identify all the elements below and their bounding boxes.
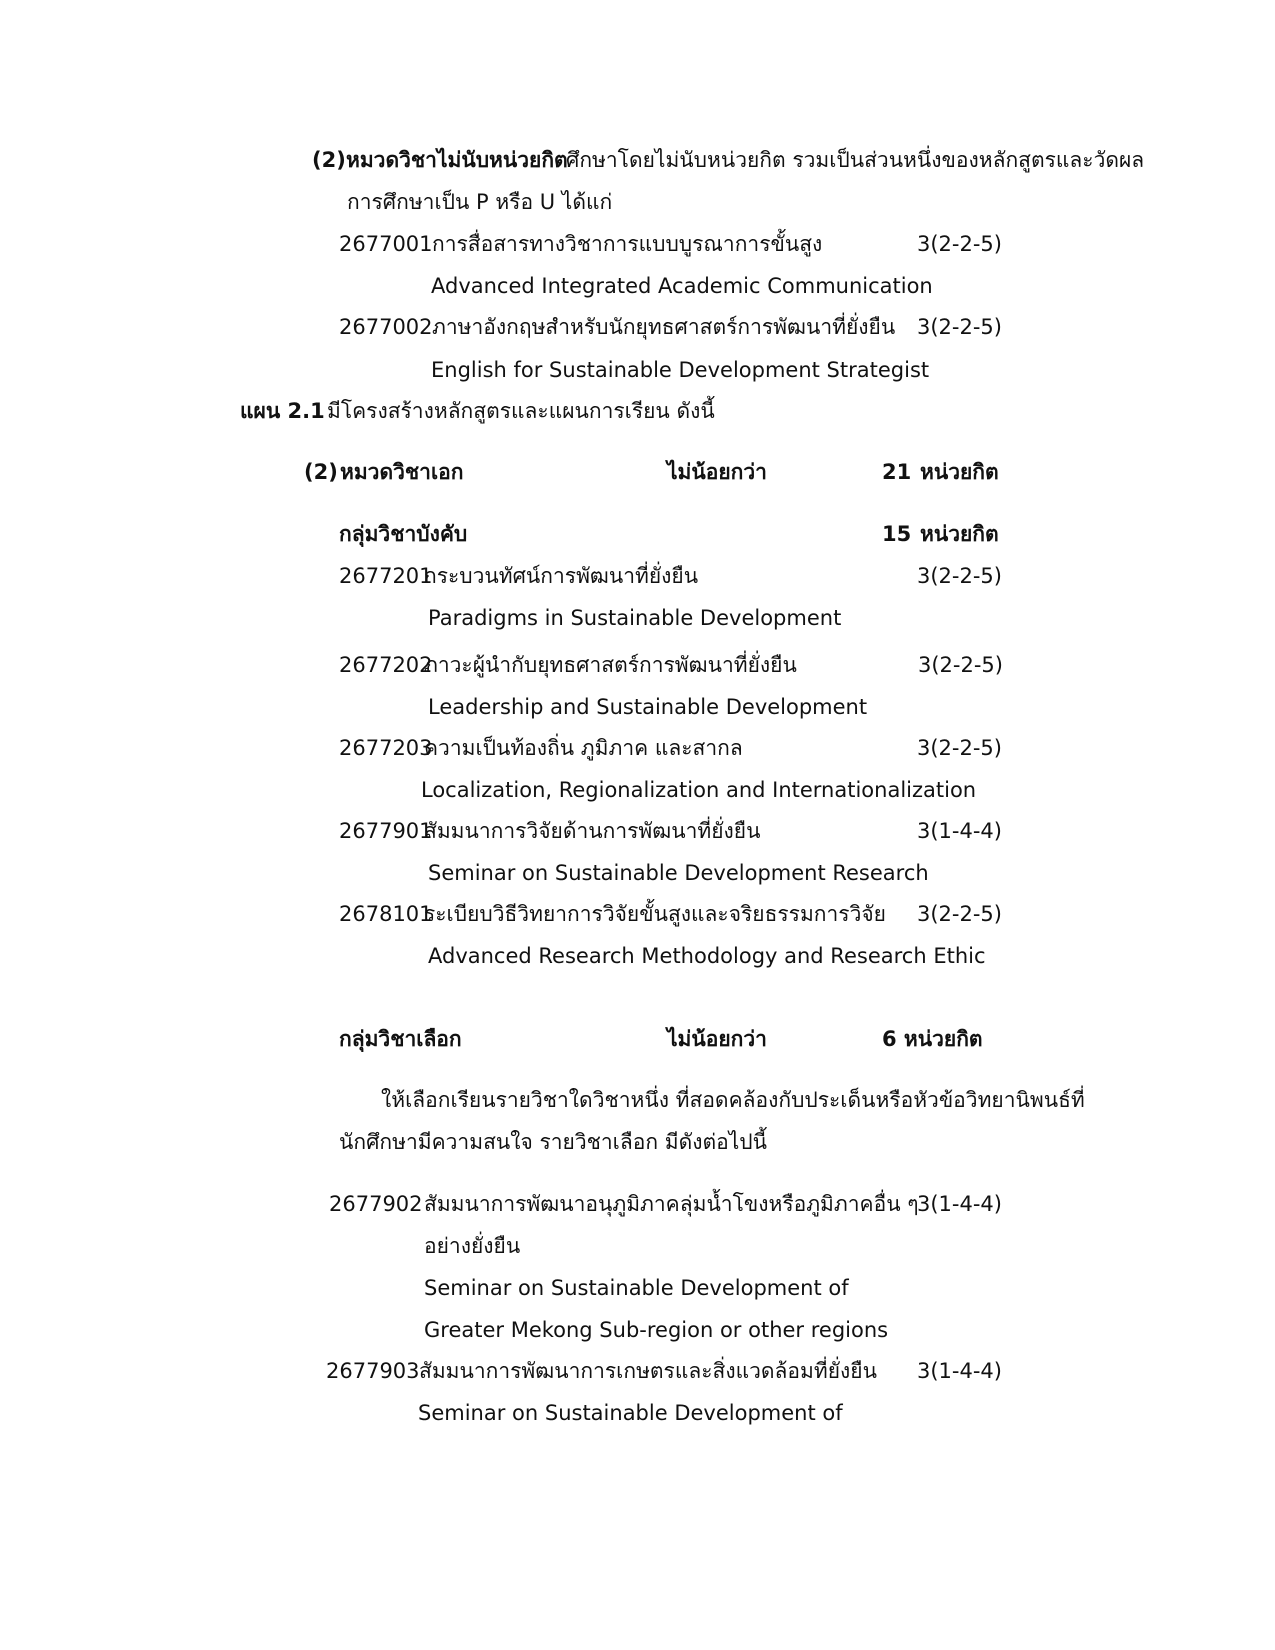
course-credit: 3(2-2-5) [917,736,1002,760]
course-code: 2677903 [326,1359,420,1383]
major-title: หมวดวิชาเอก [340,460,464,484]
course-title-en: Seminar on Sustainable Development of [418,1401,843,1425]
sec1-number: (2) [312,148,346,172]
course-code: 2677901 [339,819,433,843]
elective-credits: 6 หน่วยกิต [882,1027,983,1051]
plan-label: แผน 2.1 [240,399,325,423]
course-title-en-cont: Greater Mekong Sub-region or other regions [424,1318,889,1342]
sec1-description: ศึกษาโดยไม่นับหน่วยกิต รวมเป็นส่วนหนึ่งของหลักสูตรและวัดผล [566,148,1145,172]
course-title-en: Paradigms in Sustainable Development [428,606,842,630]
course-code: 2677201 [339,564,433,588]
course-title-th: การสื่อสารทางวิชาการแบบบูรณาการขั้นสูง [432,232,823,256]
course-credit: 3(2-2-5) [917,564,1002,588]
course-credit: 3(2-2-5) [918,653,1003,677]
course-code: 2677203 [339,736,433,760]
course-title-th: สัมมนาการพัฒนาการเกษตรและสิ่งแวดล้อมที่ยั่งยืน [419,1359,877,1383]
course-title-th: ความเป็นท้องถิ่น ภูมิภาค และสากล [424,736,743,760]
course-title-th: สัมมนาการวิจัยด้านการพัฒนาที่ยั่งยืน [424,819,761,843]
course-title-th-cont: อย่างยั่งยืน [424,1234,521,1258]
course-title-en: Advanced Research Methodology and Research Ethic [428,944,986,968]
course-title-en: Advanced Integrated Academic Communication [431,274,933,298]
required-group-title: กลุ่มวิชาบังคับ [339,522,468,546]
course-credit: 3(2-2-5) [917,232,1002,256]
course-code: 2677202 [339,653,433,677]
sec1-description-cont: การศึกษาเป็น P หรือ U ได้แก่ [347,190,613,214]
course-code: 2677002 [339,315,433,339]
course-title-th: ภาษาอังกฤษสำหรับนักยุทธศาสตร์การพัฒนาที่ยั่งยืน [432,315,896,339]
elective-instruction-cont: นักศึกษามีความสนใจ รายวิชาเลือก มีดังต่อไปนี้ [339,1130,767,1154]
course-title-en: English for Sustainable Development Strategist [431,358,930,382]
course-title-en: Seminar on Sustainable Development of [424,1276,849,1300]
elective-group-title: กลุ่มวิชาเลือก [339,1027,462,1051]
required-credit-unit: หน่วยกิต [920,522,999,546]
required-credits: 15 [882,522,912,546]
course-code: 2677001 [339,232,433,256]
course-title-th: ภาวะผู้นำกับยุทธศาสตร์การพัฒนาที่ยั่งยืน [424,653,797,677]
course-credit: 3(1-4-4) [917,819,1002,843]
elective-min-label: ไม่น้อยกว่า [667,1027,767,1051]
major-credits: 21 [882,460,912,484]
course-title-en: Seminar on Sustainable Development Research [428,861,929,885]
course-title-en: Localization, Regionalization and Internationalization [421,778,977,802]
course-credit: 3(2-2-5) [917,902,1002,926]
course-code: 2678101 [339,902,433,926]
course-credit: 3(1-4-4) [917,1359,1002,1383]
course-title-th: ระเบียบวิธีวิทยาการวิจัยขั้นสูงและจริยธรรมการวิจัย [424,902,886,926]
course-title-th: สัมมนาการพัฒนาอนุภูมิภาคลุ่มน้ำโขงหรือภูมิภาคอื่น ๆ [424,1192,919,1216]
major-number: (2) [304,460,338,484]
major-min-label: ไม่น้อยกว่า [667,460,767,484]
elective-instruction: ให้เลือกเรียนรายวิชาใดวิชาหนึ่ง ที่สอดคล้องกับประเด็นหรือหัวข้อวิทยานิพนธ์ที่ [381,1088,1085,1112]
course-code: 2677902 [329,1192,423,1216]
sec1-heading: หมวดวิชาไม่นับหน่วยกิต [346,148,568,172]
course-title-th: กระบวนทัศน์การพัฒนาที่ยั่งยืน [424,564,699,588]
course-credit: 3(2-2-5) [917,315,1002,339]
major-credit-unit: หน่วยกิต [920,460,999,484]
course-title-en: Leadership and Sustainable Development [428,695,868,719]
course-credit: 3(1-4-4) [917,1192,1002,1216]
plan-text: มีโครงสร้างหลักสูตรและแผนการเรียน ดังนี้ [327,399,715,423]
